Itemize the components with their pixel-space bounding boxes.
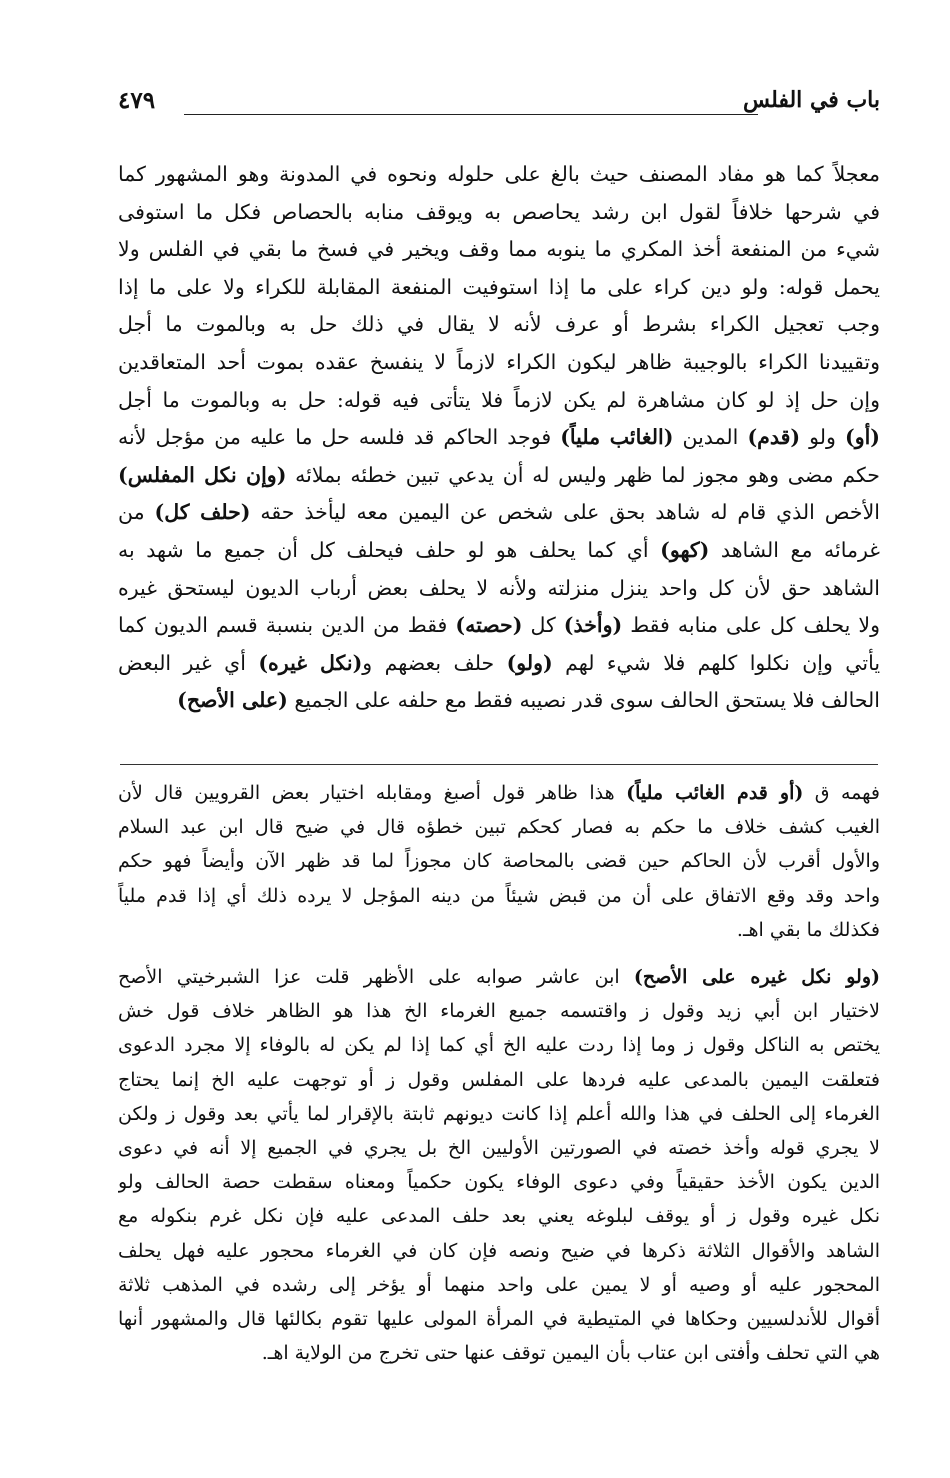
footnote-2 [118, 960, 880, 1370]
text-run: لاختيار ابن أبي زيد وقول ز واقتسمه جميع الغرماء الخ هذا هو الظاهر خلاف قول خش [118, 1000, 880, 1023]
footnote-2-line [118, 1302, 880, 1336]
text-run: من [118, 500, 155, 525]
text-run: الشاهد والأقوال الثلاثة ذكرها في ضيح ونصه فإن كان في الغرماء محجور عليه فهل يحلف [118, 1239, 880, 1262]
text-run: وتقييدنا الكراء بالوجيبة ظاهر ليكون الكراء لازماً لا ينفسخ عقده بموت أحد المتعاقدين [118, 349, 880, 374]
footnote-2-line [118, 1199, 880, 1233]
running-title: باب في الفلس [743, 87, 880, 113]
text-run: معجلاً كما هو مفاد المصنف حيث بالغ على حلوله ونحوه في المدونة وهو المشهور كما [118, 162, 880, 186]
main-text [118, 156, 880, 720]
main-text-line [118, 156, 880, 194]
bold-term: (حصته) [455, 613, 523, 638]
main-text-line [118, 532, 880, 570]
footnote-2-line [118, 1097, 880, 1131]
footnote-2-line [118, 1268, 880, 1302]
text-run: ولو [800, 425, 845, 450]
footnote-2-line [118, 1234, 880, 1268]
text-run: فوجد الحاكم قد فلسه حل ما عليه من مؤجل لأنه [118, 425, 561, 450]
main-text-line [118, 419, 880, 457]
text-run: والأول أقرب لأن الحاكم حين قضى بالمحاصة كان مجوزاً لما قد ظهر الآن وأيضاً فهو حكم [118, 850, 880, 873]
page-number: ٤٧٩ [118, 87, 156, 114]
main-text-line [118, 382, 880, 420]
text-run: فكذلك ما بقي اهـ. [736, 918, 880, 941]
main-text-line [118, 570, 880, 608]
main-text-line [118, 457, 880, 495]
text-run: أقوال للأندلسيين وحكاها في المتيطية في المرأة المولى عليها تقوم بكالئها قال والمشهور أنها [118, 1308, 880, 1331]
main-text-line [118, 682, 880, 720]
text-run: ولا يحلف كل على منابه فقط [622, 613, 880, 638]
footnote-1-line [118, 913, 880, 947]
text-run: نكل غيره وقول ز أو يوقف لبلوغه يعني بعد حلف المدعى عليه فإن نكل غرم بنكوله مع [118, 1205, 880, 1228]
text-run: هي التي تحلف وأفتى ابن عتاب بأن اليمين توقف عنها حتى تخرج من الولاية اهـ. [261, 1342, 880, 1365]
text-run: الغرماء إلى الحلف في هذا والله أعلم إذا كانت ديونهم ثابتة بالإقرار لما يأتي بعد وقول ز ولكن [118, 1102, 880, 1125]
text-run: فهمه ق [803, 782, 880, 804]
text-run: واحد وقد وقع الاتفاق على أن من قبض شيئاً من دينه المؤجل لا يرده ذلك أي إذا قدم ملياً [118, 884, 880, 907]
text-run: يأتي وإن نكلوا كلهم فلا شيء لهم [552, 650, 880, 675]
footnote-1-line [118, 776, 880, 810]
footnote-2-line [118, 1063, 880, 1097]
bold-term: (ولو) [506, 650, 553, 675]
bold-term: (كهو) [660, 537, 710, 562]
text-run: الحالف فلا يستحق الحالف سوى قدر نصيبه فقط مع حلفه على الجميع [287, 688, 880, 713]
footnote-2-line [118, 1165, 880, 1199]
bold-term: (قدم) [747, 425, 801, 450]
bold-term: (على الأصح) [177, 688, 288, 713]
footnote-1-line [118, 844, 880, 878]
page-header [118, 85, 880, 131]
text-run: يختص به الناكل وقول ز وما إذا ردت عليه الخ أي كما إذا لم يكن له بالوفاء إلا مجرد الدعوى [118, 1034, 880, 1057]
main-text-line [118, 231, 880, 269]
footnote-2-line [118, 1131, 880, 1165]
text-run: فقط من الدين بنسبة قسم الديون كما [118, 613, 456, 638]
text-run: أي كما يحلف هو لو حلف فيحلف كل أن جميع ما شهد به [118, 537, 661, 562]
bold-term: (أو) [845, 425, 880, 450]
bold-term: (حلف كل) [154, 500, 251, 525]
bold-term: (وأخذ) [563, 613, 623, 638]
bold-term: (الغائب ملياً) [560, 425, 674, 450]
footnote-2-line [118, 960, 880, 994]
main-text-line [118, 194, 880, 232]
text-run: ابن عاشر صوابه على الأظهر قلت عزا الشبرخيتي الأصح [118, 966, 634, 988]
main-text-line [118, 645, 880, 683]
text-run: الأخص الذي قام له شاهد بحق على شخص عن اليمين معه ليأخذ حقه [250, 500, 880, 525]
main-text-line [118, 607, 880, 645]
text-run: شيء من المنفعة أخذ المكري ما ينوبه مما وقف ويخير في فسخ ما بقي في الفلس ولا [118, 237, 880, 262]
text-run: حلف بعضهم و [362, 650, 507, 675]
text-run: المحجور عليه أو وصيه أو لا يمين على واحد منهما أو يؤخر إلى رشده في المذهب ثلاثة [118, 1273, 880, 1296]
bold-term: (نكل غيره) [258, 650, 363, 675]
text-run: أي غير البعض [118, 650, 259, 675]
main-text-line [118, 344, 880, 382]
text-run: وإن حل إذ لو كان مشاهرة لم يكن لازماً فلا يتأتى فيه قوله: حل به وبالموت ما أجل [118, 387, 880, 412]
footnote-2-line [118, 994, 880, 1028]
text-run: المدين [673, 425, 748, 450]
text-run: الدين يكون الأخذ حقيقياً وفي دعوى الوفاء يكون حكمياً ومعناه سقطت حصة الحالف ولو [118, 1171, 880, 1194]
footnote-1-line [118, 879, 880, 913]
text-run: هذا ظاهر قول أصبغ ومقابله اختيار بعض القرويين قال لأن [118, 782, 627, 804]
footnote-2-line [118, 1028, 880, 1062]
text-run: يحمل قوله: ولو دين كراء على ما إذا استوفيت المنفعة المقابلة للكراء ولا على ما إذا [118, 274, 880, 299]
header-rule [184, 114, 758, 115]
main-text-line [118, 494, 880, 532]
footnote-separator [120, 764, 878, 765]
footnote-2-line [118, 1336, 880, 1370]
text-run: وجب تعجيل الكراء بشرط أو عرف لأنه لا يقال في ذلك حل به وبالموت ما أجل [118, 312, 880, 337]
footnote-1 [118, 776, 880, 947]
footnote-1-line [118, 810, 880, 844]
text-run: كل [522, 613, 564, 638]
main-text-line [118, 306, 880, 344]
bold-term: (أو قدم الغائب ملياً) [626, 782, 804, 804]
text-run: الغيب كشف خلاف ما حكم به فصار كحكم تبين خطؤه قال في ضيح قال ابن عبد السلام [118, 816, 880, 839]
bold-term: (وإن نكل المفلس) [118, 462, 287, 487]
bold-term: (ولو نكل غيره على الأصح) [633, 966, 880, 988]
text-run: فتعلقت اليمين بالمدعى عليه فردها على المفلس وقول ز أو توجهت عليه الخ إنما يحتاج [118, 1068, 880, 1091]
text-run: في شرحها خلافاً لقول ابن رشد يحاصص به ويوقف منابه بالحصاص فكل ما استوفى [118, 199, 880, 224]
text-run: لا يجري قوله وأخذ خصته في الصورتين الأوليين الخ بل يجري في الجميع إلا أنه في دعوى [118, 1137, 880, 1160]
main-text-line [118, 269, 880, 307]
text-run: حكم مضى وهو مجوز لما ظهر وليس له أن يدعي تبين خطئه بملائه [286, 462, 880, 487]
text-run: الشاهد حق لأن كل واحد ينزل منزلته ولأنه لا يحلف بعض أرباب الديون ليستحق غيره [118, 575, 880, 600]
text-run: غرمائه مع الشاهد [709, 537, 880, 562]
